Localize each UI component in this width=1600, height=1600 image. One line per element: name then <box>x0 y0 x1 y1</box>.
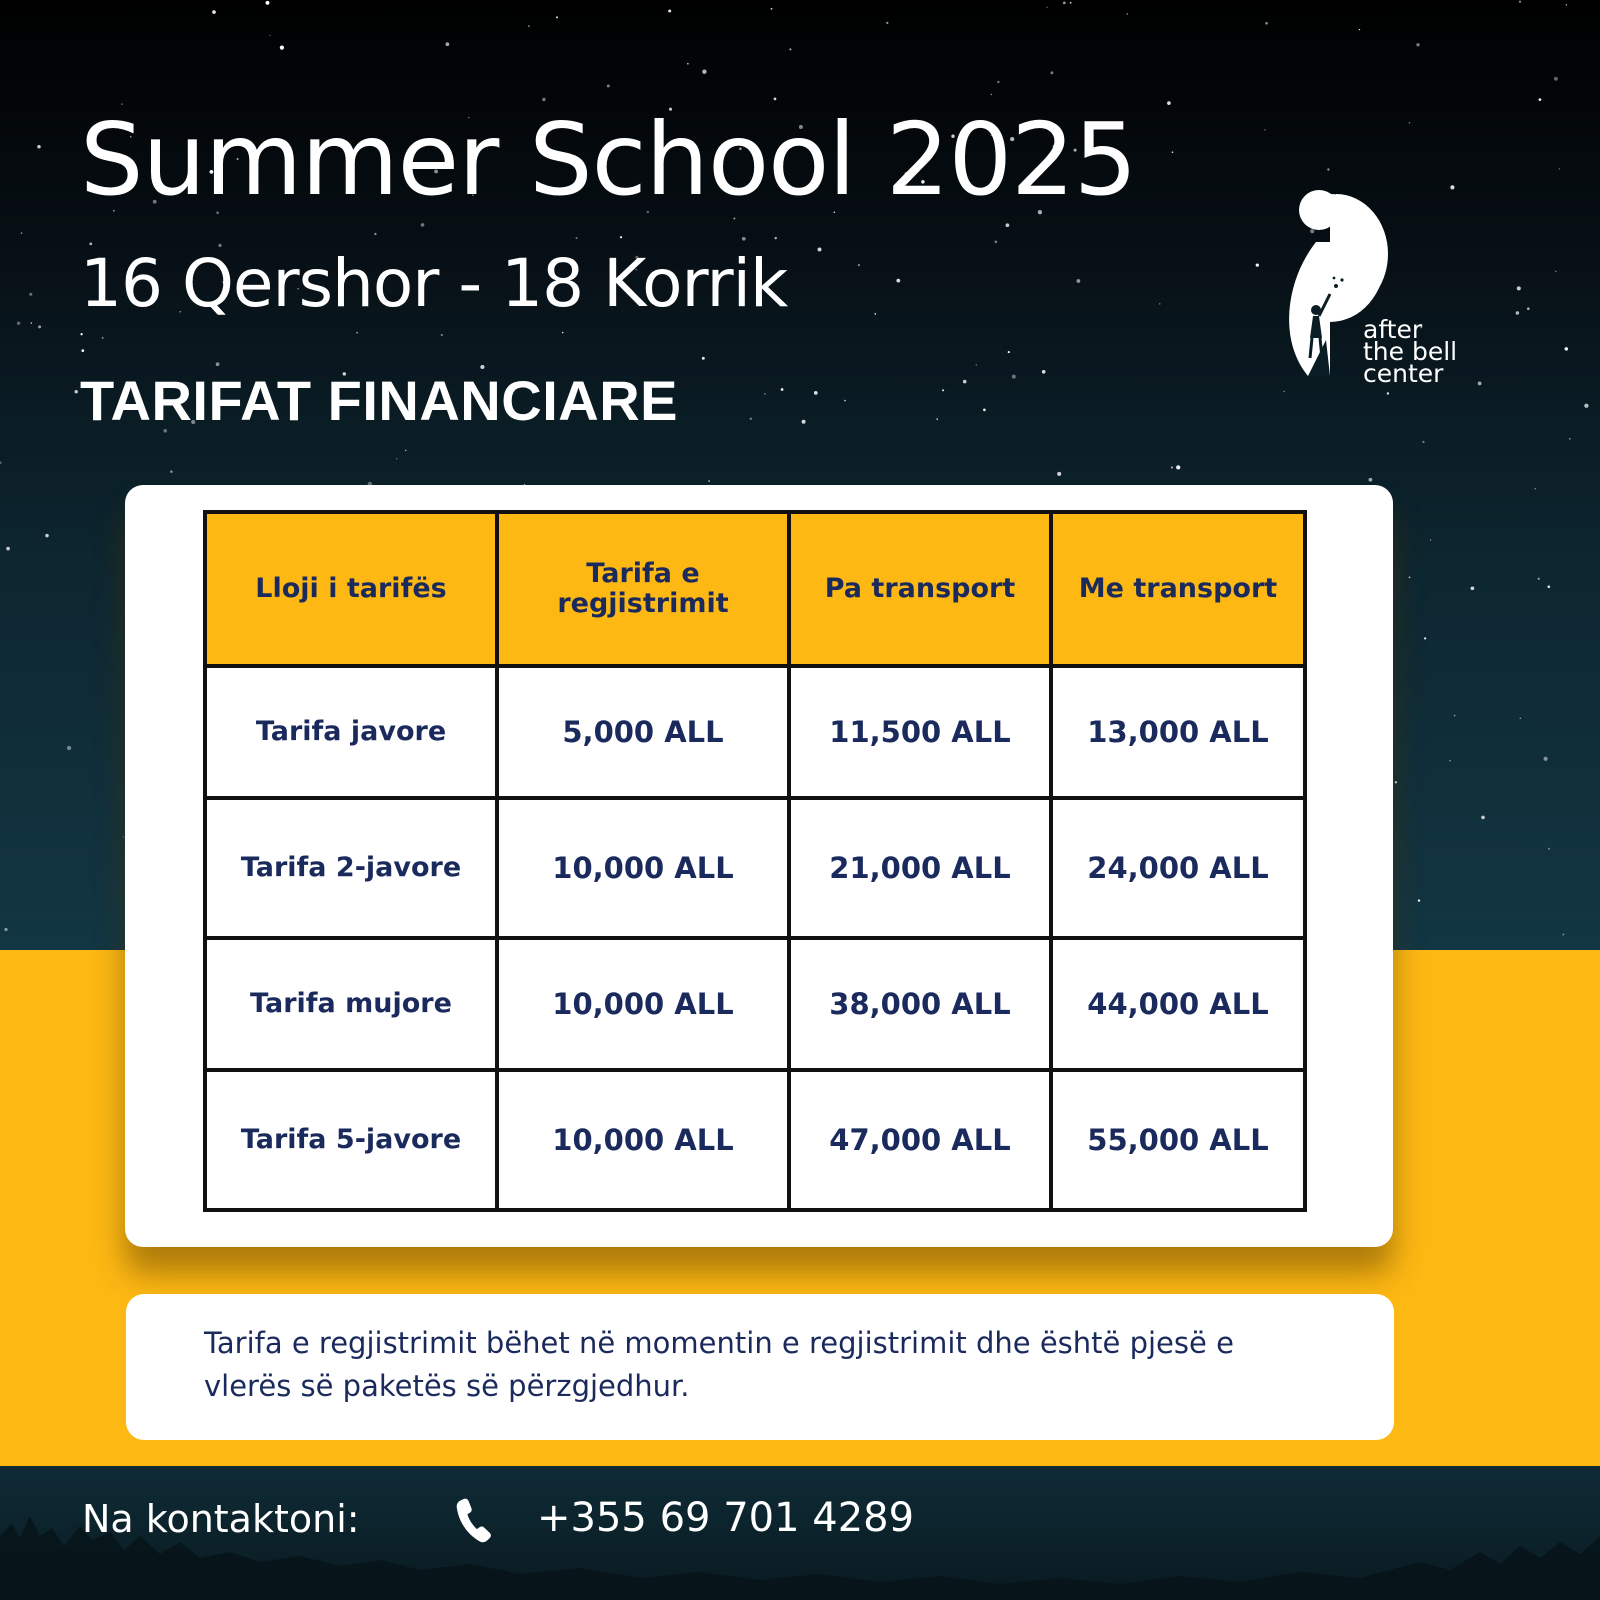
star <box>1449 760 1450 761</box>
star <box>123 836 124 837</box>
star <box>421 223 425 227</box>
table-cell: 55,000 ALL <box>1051 1070 1305 1210</box>
star <box>29 293 32 296</box>
star <box>896 279 900 283</box>
table-row <box>205 666 1305 798</box>
column-header: Tarifa e regjistrimit <box>497 512 789 666</box>
star <box>1369 478 1373 482</box>
table-cell: 10,000 ALL <box>497 1070 789 1210</box>
star <box>1519 1 1521 3</box>
star <box>1051 71 1054 74</box>
star <box>75 390 78 393</box>
star <box>936 418 937 419</box>
star <box>80 333 82 335</box>
table-cell: 47,000 ALL <box>789 1070 1051 1210</box>
table-cell: 44,000 ALL <box>1051 938 1305 1070</box>
star <box>702 357 705 360</box>
logo-text-line3: center <box>1363 359 1444 388</box>
star <box>1544 757 1548 761</box>
star <box>170 470 173 473</box>
star <box>374 233 376 235</box>
star <box>1584 404 1588 408</box>
star <box>1566 4 1568 6</box>
row-label: Tarifa mujore <box>205 938 497 1070</box>
star <box>1527 307 1530 310</box>
star <box>991 94 992 95</box>
table-cell: 5,000 ALL <box>497 666 789 798</box>
star <box>37 145 40 148</box>
star <box>21 232 23 234</box>
star <box>1327 168 1329 170</box>
fee-table <box>203 510 1307 1212</box>
table-row <box>205 1070 1305 1210</box>
section-title: TARIFAT FINANCIARE <box>80 369 678 432</box>
star <box>1167 101 1171 105</box>
star <box>1424 637 1426 639</box>
star <box>30 322 32 324</box>
star <box>1126 13 1128 15</box>
star <box>1539 98 1542 101</box>
star <box>102 337 104 339</box>
star <box>0 461 2 464</box>
table-cell: 13,000 ALL <box>1051 666 1305 798</box>
star <box>963 380 967 384</box>
star <box>45 534 48 537</box>
star <box>1409 576 1411 578</box>
star <box>1359 29 1360 30</box>
star <box>1395 781 1397 783</box>
star <box>4 928 7 931</box>
row-label: Tarifa 2-javore <box>205 798 497 938</box>
star <box>269 35 270 36</box>
star <box>1559 168 1561 170</box>
star <box>668 9 671 12</box>
star <box>1520 718 1522 720</box>
star <box>1063 2 1066 5</box>
star <box>1008 351 1010 353</box>
table-row <box>205 938 1305 1070</box>
star <box>1555 271 1557 273</box>
star <box>774 237 776 239</box>
star <box>67 746 71 750</box>
star <box>1471 586 1475 590</box>
star <box>446 42 450 46</box>
star <box>1172 151 1174 153</box>
star <box>620 236 622 238</box>
star <box>1418 899 1420 901</box>
star <box>817 247 821 251</box>
star <box>1046 7 1047 8</box>
star <box>576 237 578 239</box>
phone-icon <box>452 1496 496 1544</box>
star <box>1265 22 1268 25</box>
star <box>983 409 986 412</box>
star <box>742 237 746 241</box>
star <box>1569 438 1570 439</box>
table-header-row <box>205 512 1305 666</box>
star <box>844 400 846 402</box>
star <box>212 10 216 14</box>
column-header: Me transport <box>1051 512 1305 666</box>
star <box>1256 263 1259 266</box>
star <box>1159 303 1160 304</box>
star <box>607 84 610 87</box>
note-card <box>126 1294 1394 1440</box>
page-title: Summer School 2025 <box>80 101 1137 218</box>
star <box>280 46 284 50</box>
star <box>750 418 752 420</box>
table-cell: 38,000 ALL <box>789 938 1051 1070</box>
star <box>1077 279 1081 283</box>
star <box>1430 539 1431 540</box>
star <box>17 321 20 324</box>
logo-text-line1: after <box>1363 315 1423 344</box>
star <box>1006 223 1010 227</box>
star <box>976 364 977 365</box>
star <box>1565 347 1569 351</box>
star <box>81 349 84 352</box>
star <box>702 70 706 74</box>
table-cell: 21,000 ALL <box>789 798 1051 938</box>
star <box>1416 43 1419 46</box>
star <box>1547 585 1550 588</box>
star <box>1171 467 1173 469</box>
star <box>942 389 944 391</box>
row-label: Tarifa javore <box>205 666 497 798</box>
star <box>687 63 689 65</box>
star <box>1562 933 1564 935</box>
table-row <box>205 798 1305 938</box>
star <box>556 16 558 18</box>
star <box>814 391 818 395</box>
star <box>1535 488 1536 489</box>
column-header: Lloji i tarifës <box>205 512 497 666</box>
table-cell: 10,000 ALL <box>497 938 789 1070</box>
star <box>764 393 765 394</box>
star <box>771 8 773 10</box>
phone-number[interactable]: +355 69 701 4289 <box>537 1495 915 1541</box>
star <box>1516 311 1519 314</box>
table-cell: 11,500 ALL <box>789 666 1051 798</box>
table-cell: 24,000 ALL <box>1051 798 1305 938</box>
star <box>802 420 806 424</box>
star <box>1538 578 1540 580</box>
star <box>781 388 784 391</box>
star <box>874 313 876 315</box>
star <box>356 332 358 334</box>
logo-text-line2: the bell <box>1363 337 1458 366</box>
star <box>216 362 220 366</box>
star <box>1450 185 1454 189</box>
date-range: 16 Qershor - 18 Korrik <box>80 245 788 322</box>
table-cell: 10,000 ALL <box>497 798 789 938</box>
star <box>1454 715 1456 717</box>
star <box>1042 370 1046 374</box>
star <box>441 334 443 336</box>
star <box>1283 391 1284 392</box>
star <box>6 547 10 551</box>
star <box>1057 472 1061 476</box>
contact-label: Na kontaktoni: <box>82 1497 360 1541</box>
star <box>1517 286 1521 290</box>
star <box>1548 848 1550 850</box>
star <box>1481 816 1485 820</box>
star <box>1422 441 1424 443</box>
row-label: Tarifa 5-javore <box>205 1070 497 1210</box>
star <box>38 325 41 328</box>
star <box>708 480 709 481</box>
star <box>1012 375 1016 379</box>
star <box>858 264 860 266</box>
column-header: Pa transport <box>789 512 1051 666</box>
star <box>789 48 791 50</box>
star <box>1409 122 1411 124</box>
star <box>405 450 407 452</box>
note-text: Tarifa e regjistrimit bëhet në momentin e regjistrimit dhe është pjesë e vlerës së paketës së përzgjedhur. <box>204 1326 1234 1403</box>
star <box>562 332 563 333</box>
star <box>1554 77 1558 81</box>
star <box>1176 465 1180 469</box>
star <box>1070 2 1072 4</box>
star <box>396 458 397 459</box>
star <box>886 22 888 24</box>
star <box>1264 129 1266 131</box>
star <box>266 1 270 5</box>
star <box>528 25 529 26</box>
star <box>997 81 1000 84</box>
star <box>995 240 998 243</box>
